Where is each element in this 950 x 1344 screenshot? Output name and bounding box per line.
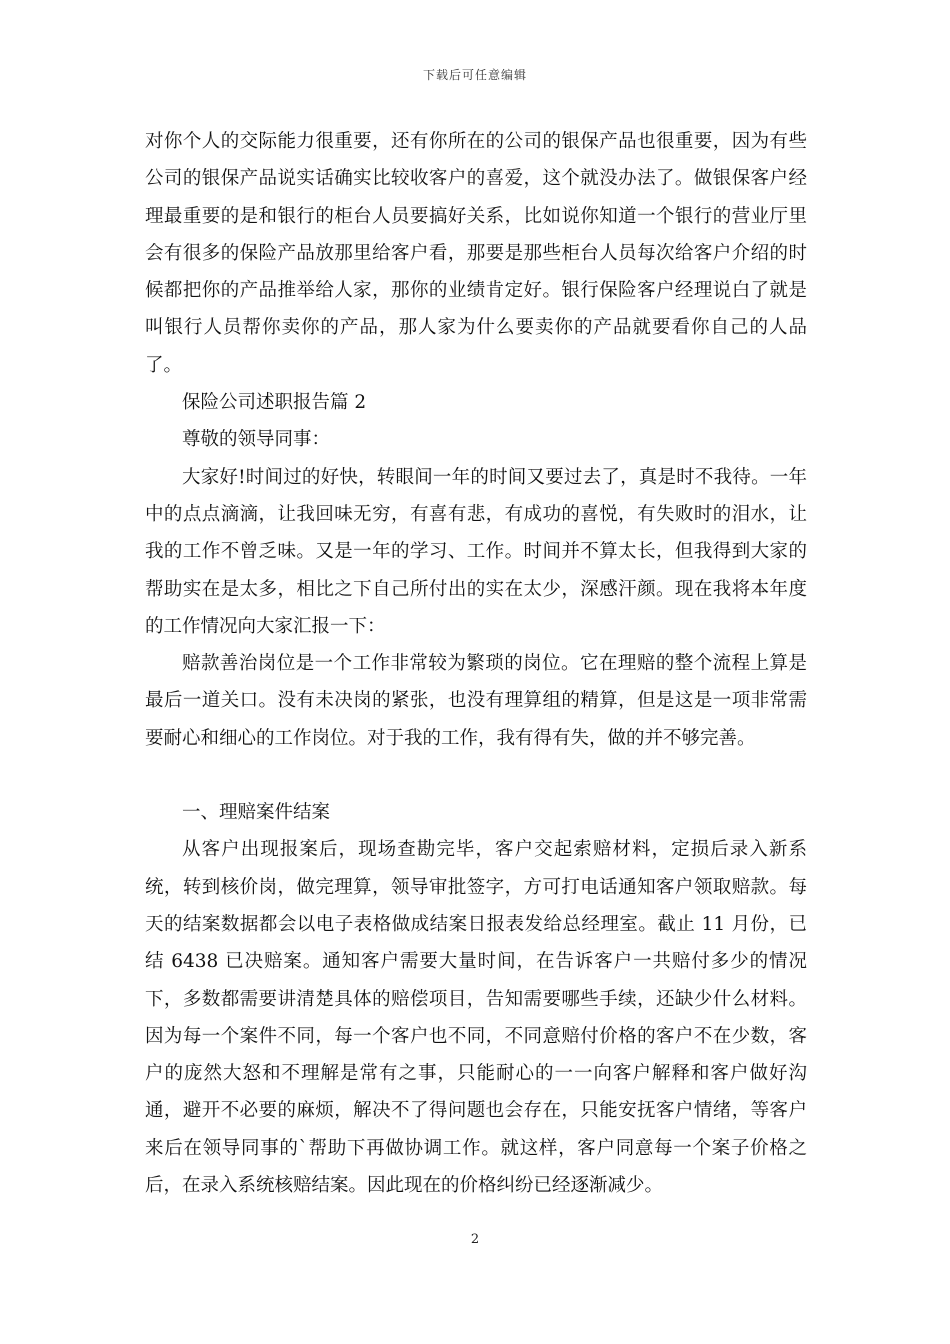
salutation: 尊敬的领导同事： <box>182 429 331 451</box>
paragraph-continuation: 对你个人的交际能力很重要，还有你所在的公司的银保产品也很重要，因为有些公司的银保产品说实话确实比较收客户的喜爱，这个就没办法了。做银保客户经理最重要的是和银行的柜台人员要搞好关系，比如说你知道一个银行的营业厅里会有很多的保险产品放那里给客户看，那要是那些柜台人员每次给客户介绍的时候都把你的产品推举给人家，那你的业绩肯定好。银行保险客户经理说白了就是叫银行人员帮你卖你的产品，那人家为什么要卖你的产品就要看你自己的人品了。 <box>145 131 807 376</box>
heading-claims-settlement: 一、理赔案件结案 <box>182 802 331 824</box>
document-body <box>145 123 807 1204</box>
page-header-note: 下载后可任意编辑 <box>422 68 527 82</box>
paragraph-spacer <box>145 757 807 794</box>
paragraph-greeting: 大家好!时间过的好快，转眼间一年的时间又要过去了，真是时不我待。一年中的点点滴滴，让我回味无穷，有喜有悲，有成功的喜悦，有失败时的泪水，让我的工作不曾乏味。又是一年的学习、工作。时间并不算太长，但我得到大家的帮助实在是太多，相比之下自己所付出的实在太少，深感汗颜。现在我将本年度的工作情况向大家汇报一下： <box>145 466 807 637</box>
paragraph-position-intro: 赔款善治岗位是一个工作非常较为繁琐的岗位。它在理赔的整个流程上算是最后一道关口。没有未决岗的紧张，也没有理算组的精算，但是这是一项非常需要耐心和细心的工作岗位。对于我的工作，我有得有失，做的并不够完善。 <box>145 653 807 749</box>
page-number: 2 <box>470 1232 480 1247</box>
paragraph-claims-process: 从客户出现报案后，现场查勘完毕，客户交起索赔材料，定损后录入新系统，转到核价岗，做完理算，领导审批签字，方可打电话通知客户领取赔款。每天的结案数据都会以电子表格做成结案日报表发给总经理室。截止 11 月份，已结 6438 已决赔案。通知客户需要大量时间，在告诉客户一共赔付多少的情况下，多数都需要讲清楚具体的赔偿项目，告知需要哪些手续，还缺少什么材料。因为每一个案件不同，每一个客户也不同，不同意赔付价格的客户不在少数，客户的庞然大怒和不理解是常有之事，只能耐心的一一向客户解释和客户做好沟通，避开不必要的麻烦，解决不了得问题也会存在，只能安抚客户情绪，等客户来后在领导同事的`帮助下再做协调工作。就这样，客户同意每一个案子价格之后，在录入系统核赔结案。因此现在的价格纠纷已经逐渐减少。 <box>145 839 807 1197</box>
section-title: 保险公司述职报告篇 2 <box>182 392 367 414</box>
